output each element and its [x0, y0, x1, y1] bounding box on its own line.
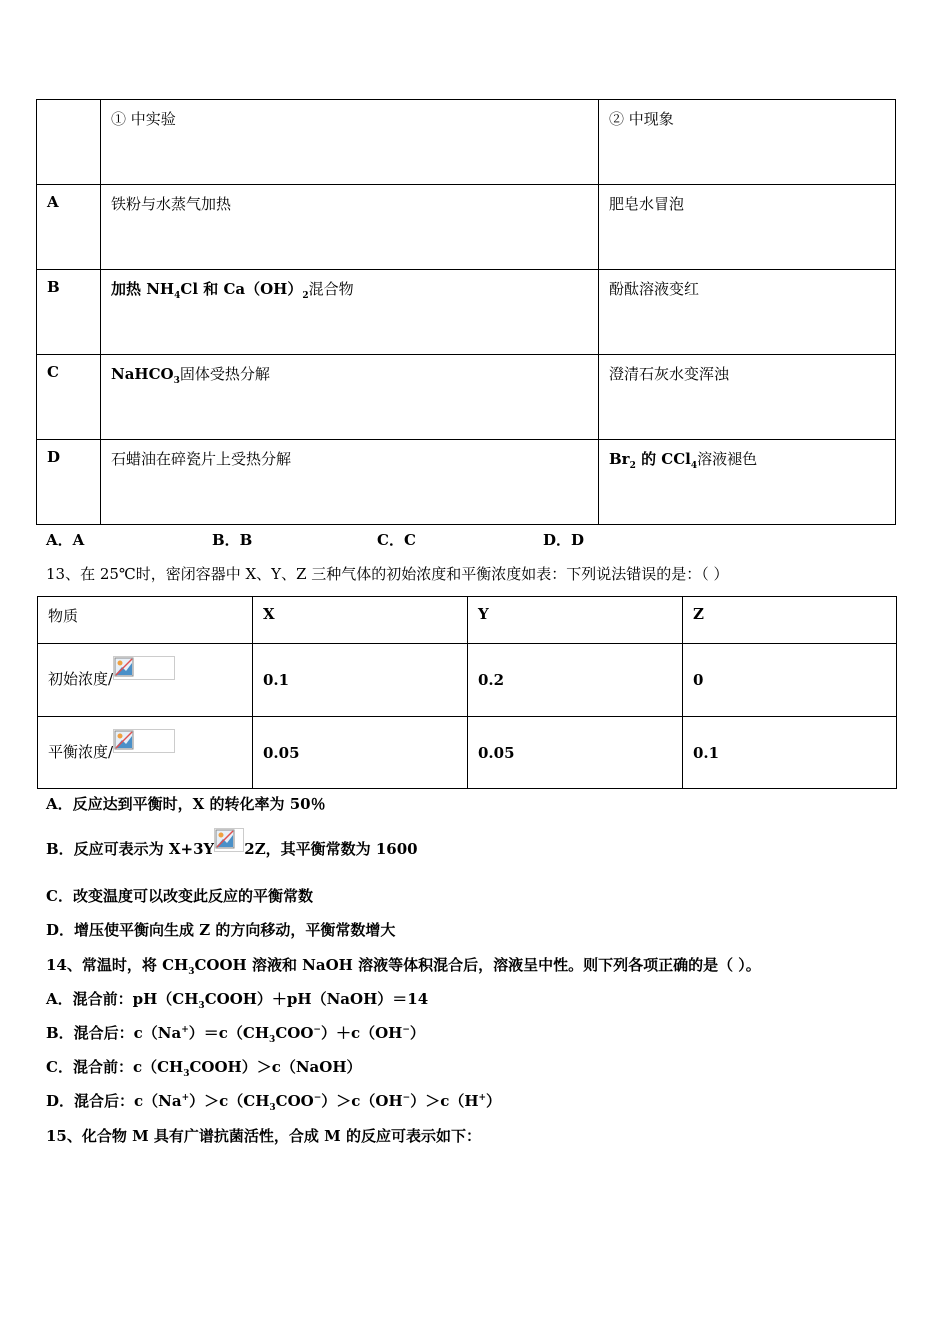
- q12-option-a[interactable]: A．A: [46, 531, 85, 549]
- q14-option-a[interactable]: A．混合前：$pH(CH_3COOH)+pH(NaOH)=14$: [46, 990, 429, 1011]
- phenomenon-text: 澄清石灰水变浑浊: [609, 365, 730, 383]
- phenomenon-text: 酚酞溶液变红: [609, 280, 700, 298]
- q15-stem: 15、化合物 M 具有广谱抗菌活性，合成 M 的反应可表示如下：: [46, 1127, 481, 1145]
- q12-header-blank: [37, 100, 101, 185]
- q13-option-c[interactable]: C．改变温度可以改变此反应的平衡常数: [46, 887, 313, 905]
- q13-option-b[interactable]: B．反应可表示为 X+3Y 2Z，其平衡常数为 1600: [46, 838, 418, 862]
- row-label: C: [47, 363, 59, 381]
- q13-option-a[interactable]: A．反应达到平衡时，X 的转化率为 50％: [46, 795, 326, 813]
- q13-header-z: Z: [693, 605, 704, 623]
- initial-y: 0.2: [478, 671, 505, 689]
- table-row: [37, 440, 896, 525]
- equilibrium-y: 0.05: [478, 743, 515, 762]
- broken-image-icon: [113, 656, 175, 680]
- q12-option-c[interactable]: C．C: [377, 531, 416, 549]
- row-label: D: [47, 448, 61, 466]
- initial-x: 0.1: [263, 671, 290, 689]
- row-label: 平衡浓度/: [38, 733, 252, 773]
- table-row: [38, 717, 897, 789]
- experiment-text: 石蜡油在碎瓷片上受热分解: [111, 450, 292, 468]
- experiment-text: 加热 $NH_4Cl$ 和 $Ca(OH)_2$混合物: [111, 280, 354, 301]
- equilibrium-z: 0.1: [693, 743, 720, 762]
- q13-header-x: X: [263, 605, 275, 623]
- q14-option-d[interactable]: D．混合后：$c(Na^+)>c(CH_3COO^-)>c(OH^-)>c(H^+)$: [46, 1092, 502, 1113]
- phenomenon-text: $Br_2$ 的 CCl$_4$溶液褪色: [609, 450, 758, 471]
- table-row: [37, 185, 896, 270]
- q14-stem: 14、常温时，将 $CH_3COOH$ 溶液和 NaOH 溶液等体积混合后，溶液呈中性。则下列各项正确的是（ ）。: [46, 956, 761, 977]
- q13-header-substance: 物质: [48, 607, 79, 625]
- equilibrium-x: 0.05: [263, 743, 300, 762]
- table-row: [37, 270, 896, 355]
- broken-image-icon: [113, 729, 175, 753]
- q13-table: [37, 596, 897, 789]
- row-label: B: [47, 278, 60, 296]
- q12-option-d[interactable]: D．D: [543, 531, 585, 549]
- phenomenon-text: 肥皂水冒泡: [609, 195, 685, 213]
- q12-option-b[interactable]: B．B: [212, 531, 253, 549]
- q12-table: [36, 99, 896, 525]
- experiment-text: NaHCO$_3$固体受热分解: [111, 365, 270, 386]
- table-row: [37, 355, 896, 440]
- q12-header-experiment: ① 中实验: [101, 100, 599, 185]
- equilibrium-arrow-icon: [214, 828, 244, 852]
- q14-option-b[interactable]: B．混合后：$c(Na^+)=c(CH_3COO^-)+c(OH^-)$: [46, 1024, 425, 1045]
- table-row: [38, 644, 897, 717]
- experiment-text: 铁粉与水蒸气加热: [111, 195, 232, 213]
- q14-option-c[interactable]: C．混合前：$c(CH_3COOH)>c(NaOH)$: [46, 1058, 362, 1079]
- q13-option-d[interactable]: D．增压使平衡向生成 Z 的方向移动，平衡常数增大: [46, 921, 396, 939]
- q12-header-phenomenon: ② 中现象: [599, 100, 896, 185]
- q13-header-y: Y: [478, 605, 489, 623]
- initial-z: 0: [693, 671, 704, 689]
- row-label: 初始浓度/: [38, 660, 252, 700]
- row-label: A: [47, 193, 59, 211]
- q13-stem: 13、在 25℃时，密闭容器中 X、Y、Z 三种气体的初始浓度和平衡浓度如表：下列说法错误的是：（ ）: [46, 565, 729, 583]
